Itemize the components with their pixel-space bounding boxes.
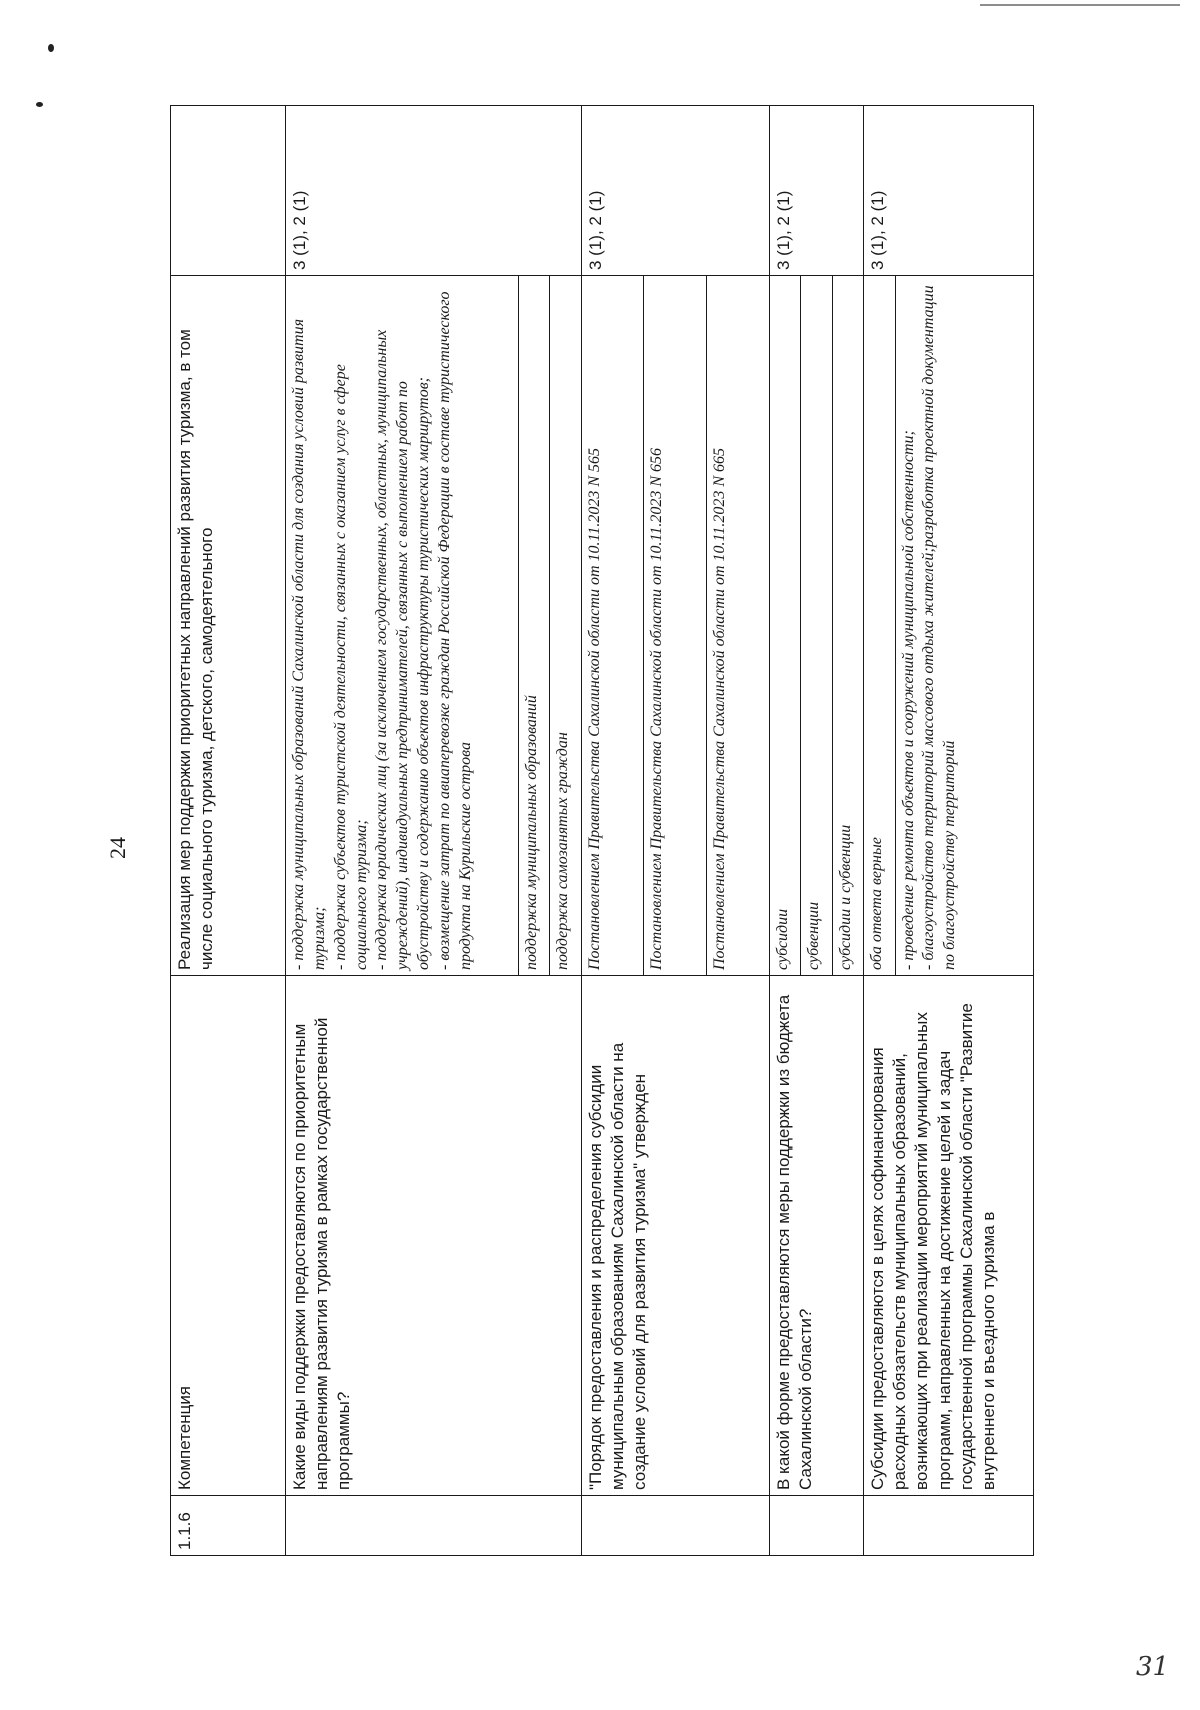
answer-code: 3 (1), 2 (1) [770, 106, 864, 276]
question-table [170, 105, 1034, 1556]
option-line: - благоустройство территорий массового отдыха жителей;разработка проектной документации по благоустройству территорий [920, 285, 959, 970]
number-cell [286, 1496, 581, 1556]
answer-option: поддержка самозанятых граждан [550, 276, 581, 976]
scan-edge-line [980, 4, 1180, 6]
number-cell [770, 1496, 864, 1556]
header-number: 1.1.6 [171, 1496, 286, 1556]
header-topic: Реализация мер поддержки приоритетных направлений развития туризма, в том числе социального туризма, детского, самодеятельного [171, 276, 286, 976]
question-text: В какой форме предоставляются меры поддержки из бюджета Сахалинской области? [770, 976, 864, 1496]
answer-option: Постановлением Правительства Сахалинской области от 10.11.2023 N 565 [581, 276, 644, 976]
header-competency: Компетенция [171, 976, 286, 1496]
page-number: 24 [105, 837, 130, 859]
option-line: - поддержка юридических лиц (за исключением государственных, областных, муниципальных учреждений), индивидуальных предпринимателей, связанных с выполнением работ по обустройству и содержанию объектов инфраструктуры туристических маршрутов; [373, 329, 432, 970]
answer-option [286, 276, 519, 976]
option-line: - возмещение затрат по авиаперевозке граждан Российской Федерации в составе туристического продукта на Курильские острова [435, 291, 474, 970]
question-text: "Порядок предоставления и распределения субсидии муниципальным образованиям Сахалинской области на создание условий для развития туризма" утвержден [581, 976, 769, 1496]
answer-code: 3 (1), 2 (1) [286, 106, 581, 276]
rotated-table-container [170, 106, 1034, 1556]
option-line: - поддержка муниципальных образований Сахалинской области для создания условий развития туризма; [290, 318, 328, 970]
option-line: - поддержка субъектов туристской деятельности, связанных с оказанием услуг в сфере социального туризма; [331, 364, 370, 970]
scan-speck [36, 102, 43, 107]
table-header-row [171, 106, 286, 1556]
answer-code: 3 (1), 2 (1) [864, 106, 1034, 276]
table-row [770, 106, 801, 1556]
answer-code: 3 (1), 2 (1) [581, 106, 769, 276]
question-text: Какие виды поддержки предоставляются по приоритетным направлениям развития туризма в рамках государственной программы? [286, 976, 581, 1496]
answer-option: Постановлением Правительства Сахалинской области от 10.11.2023 N 665 [707, 276, 770, 976]
answer-option: Постановлением Правительства Сахалинской области от 10.11.2023 N 656 [644, 276, 707, 976]
answer-option: субсидии и субвенции [832, 276, 863, 976]
number-cell [864, 1496, 1034, 1556]
option-line: - проведение ремонта объектов и сооружений муниципальной собственности; [899, 430, 917, 970]
handwritten-page-number: 31 [1136, 1652, 1170, 1682]
answer-option: поддержка муниципальных образований [518, 276, 549, 976]
answer-option [895, 276, 1033, 976]
scan-speck [48, 44, 54, 52]
header-answer-cell [171, 106, 286, 276]
question-text: Субсидии предоставляются в целях софинансирования расходных обязательств муниципальных образований, возникающих при реализации мероприятий муниципальных программ, направленных на достижение целей и задач государственной программы Сахалинской области "Развитие внутреннего и въездного туризма в [864, 976, 1034, 1496]
table-row [286, 106, 519, 1556]
number-cell [581, 1496, 769, 1556]
answer-option: субсидии [770, 276, 801, 976]
answer-option: субвенции [801, 276, 832, 976]
table-row [581, 106, 644, 1556]
table-row [864, 106, 895, 1556]
answer-option: оба ответа верные [864, 276, 895, 976]
